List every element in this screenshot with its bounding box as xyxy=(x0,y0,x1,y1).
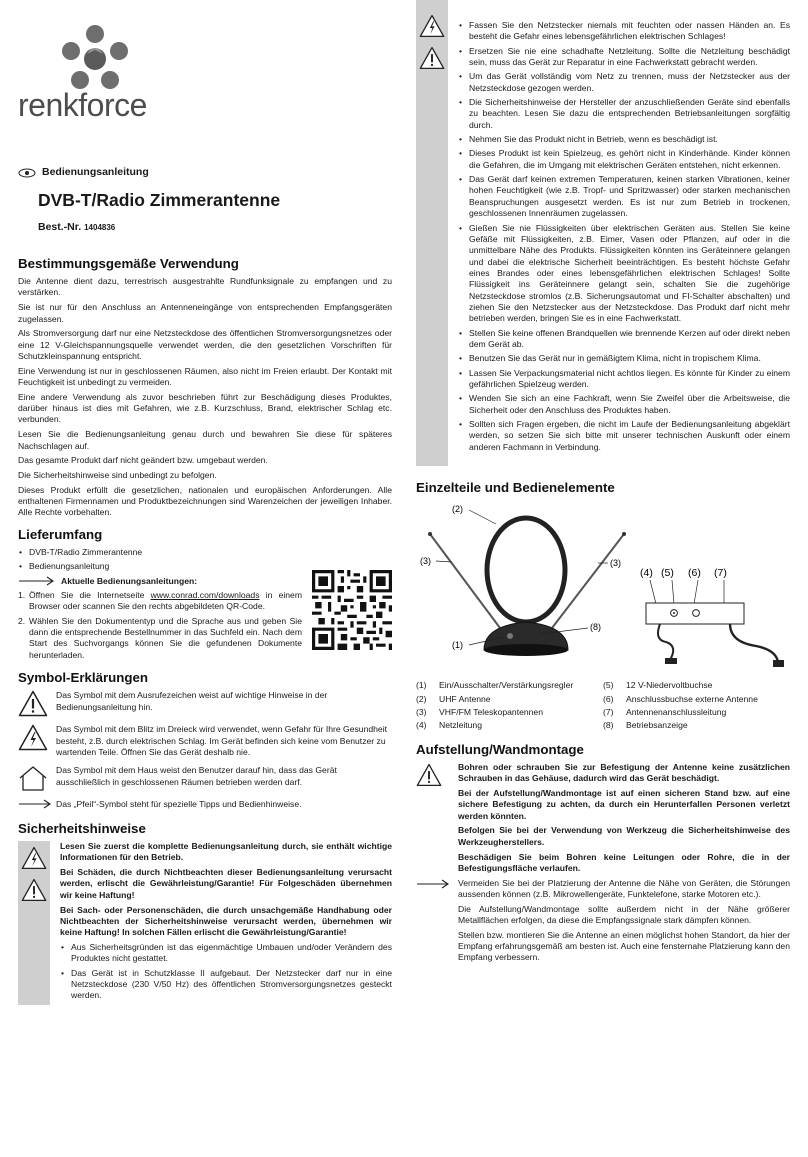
delivery-section xyxy=(18,527,392,664)
legend-label: Ein/Ausschalter/Verstärkungsregler xyxy=(439,680,574,691)
list-item: • Lassen Sie Verpackungsmaterial nicht achtlos liegen. Es könnte für Kinder zu einem gefährlichen Spielzeug werden. xyxy=(458,368,790,391)
callout-3-left: (3) xyxy=(420,556,431,567)
legend-label: Antennenanschlussleitung xyxy=(626,706,727,717)
lightning-triangle-icon xyxy=(419,14,445,38)
list-item: • Benutzen Sie das Gerät nur in gemäßigtem Klima, nicht in tropischem Klima. xyxy=(458,353,790,364)
paragraph: Vermeiden Sie bei der Platzierung der Antenne die Nähe von Geräten, die Störungen aussenden können (z.B. Mikrowellengeräte, Funktelefone, starke Motoren etc.). xyxy=(458,877,790,899)
legend-label: UHF Antenne xyxy=(439,693,491,704)
legend-label: VHF/FM Teleskopantennen xyxy=(439,706,543,717)
paragraph: Stellen bzw. montieren Sie die Antenne an einen möglichst hohen Standort, da hier der Empfang erfahrungsgemäß am besten ist. Auch eine fensternahe Platzierung kann den Empfang verbessern. xyxy=(458,929,790,963)
lightning-triangle-icon xyxy=(21,846,47,870)
paragraph: Sie ist nur für den Anschluss an Antenneneingänge von entsprechenden Empfangsgeräten zugelassen. xyxy=(18,302,392,324)
symbols-heading: Symbol-Erklärungen xyxy=(18,670,149,686)
callout-7: (7) xyxy=(714,567,727,580)
list-item: • Die Sicherheitshinweise der Hersteller der anzuschließenden Geräte sind ebenfalls zu beachten. Lesen Sie dazu die entsprechenden Betriebsanleitungen sorgfältig durch. xyxy=(458,97,790,131)
parts-legend: (1) Ein/Ausschalter/Verstärkungsregler (5) 12 V-Niedervoltbuchse (2) UHF Antenne (6) Anschlussbuchse externe Antenne (3) VHF/FM Teleskopantennen (7) Antennenanschlussleitung (4) Netzleitung (8) Betriebsanzeige xyxy=(416,680,758,731)
tip-heading: Aktuelle Bedienungsanleitungen: xyxy=(61,575,198,586)
list-item: • Bedienungsanleitung xyxy=(18,561,392,572)
paragraph: Die Antenne dient dazu, terrestrisch ausgestrahlte Rundfunksignale zu empfangen und zu verstärken. xyxy=(18,276,392,298)
paragraph: Bohren oder schrauben Sie zur Befestigung der Antenne keine zusätzlichen Schrauben in das Gehäuse, dadurch wird das Gerät beschädigt. xyxy=(458,761,790,784)
logo xyxy=(18,0,392,128)
arrow-icon xyxy=(18,799,52,809)
callout-1: (1) xyxy=(452,640,463,651)
legend-label: 12 V-Niedervoltbuchse xyxy=(626,680,713,691)
antenna-cable xyxy=(730,624,778,662)
legend-label: Betriebsanzeige xyxy=(626,720,688,731)
symbol-description: Das Symbol mit dem Blitz im Dreieck wird verwendet, wenn Gefahr für Ihre Gesundheit besteht, z.B. durch elektrischen Schlag. Im Gerät befinden sich keine vom Benutzer zu wartenden Teile. Öffnen Sie das Gerät deshalb nie. xyxy=(56,724,387,758)
callout-3-right: (3) xyxy=(610,558,621,569)
paragraph: Lesen Sie die Bedienungsanleitung genau durch und bewahren Sie diese für späteres Nachschlagen auf. xyxy=(18,429,392,451)
paragraph: Dieses Produkt erfüllt die gesetzlichen, nationalen und europäischen Anforderungen. Alle enthaltenen Firmennamen und Produktbezeichnungen sind Warenzeichen der jeweiligen Inhaber. Alle Rechte vorbehalten. xyxy=(18,484,392,518)
paragraph: Das gesamte Produkt darf nicht geändert bzw. umgebaut werden. xyxy=(18,455,268,466)
legend-label: Anschlussbuchse externe Antenne xyxy=(626,693,758,704)
parts-heading: Einzelteile und Bedienelemente xyxy=(416,480,615,495)
list-item: • Sollten sich Fragen ergeben, die nicht im Laufe der Bedienungsanleitung abgeklärt werden, so setzen Sie sich bitte mit unserer technischen Auskunft oder einem anderen Fachmann in Verbindung. xyxy=(458,419,790,453)
lightning-triangle-icon xyxy=(18,724,48,751)
doc-header xyxy=(18,166,392,235)
list-item: • Nehmen Sie das Produkt nicht in Betrieb, wenn es beschädigt ist. xyxy=(458,134,790,145)
warning-band xyxy=(416,0,448,466)
list-item: 1. Öffnen Sie die Internetseite www.conrad.com/downloads in einem Browser oder scannen Sie den rechts abgebildeten QR-Code. xyxy=(18,590,302,612)
symbols-section xyxy=(18,670,392,811)
callout-8: (8) xyxy=(590,622,601,633)
legend-label: Netzleitung xyxy=(439,720,482,731)
list-item: • Um das Gerät vollständig vom Netz zu trennen, muss der Netzstecker aus der Netzsteckdose gezogen werden. xyxy=(458,71,790,94)
eye-icon xyxy=(18,168,36,178)
symbol-description: Das Symbol mit dem Ausrufezeichen weist auf wichtige Hinweise in der Bedienungsanleitung hin. xyxy=(56,690,328,712)
power-cord xyxy=(658,624,673,660)
uhf-antenna-loop xyxy=(487,518,565,622)
list-item: 2. Wählen Sie den Dokumententyp und die Sprache aus und geben Sie dann die entsprechende Bestellnummer in das Suchfeld ein. Nach dem Start des Suchvorgangs können Sie die gefundenen Dokumente herunterladen. xyxy=(18,615,302,660)
safety-heading: Sicherheitshinweise xyxy=(18,820,146,836)
paragraph: Bei Sach- oder Personenschäden, die durch unsachgemäße Handhabung oder Nichtbeachten der Sicherheitshinweise verursacht werden, übernehmen wir keine Haftung! In solchen Fällen erlischt die Gewährleistung/Garantie! xyxy=(60,904,392,938)
symbol-description: Das Symbol mit dem Haus weist den Benutzer darauf hin, dass das Gerät ausschließlich in geschlossenen Räumen betrieben werden darf. xyxy=(56,765,337,787)
base-rear-panel xyxy=(646,603,744,624)
page-title: DVB-T/Radio Zimmerantenne xyxy=(38,189,281,210)
exclamation-triangle-icon xyxy=(21,878,47,902)
paragraph: Die Aufstellung/Wandmontage sollte außerdem nicht in der Nähe größerer Metallflächen erfolgen, da diese die Empfangssignale stark dämpfen können. xyxy=(458,903,790,926)
power-knob xyxy=(507,633,513,639)
safety-continued xyxy=(416,0,790,466)
paragraph: Eine andere Verwendung als zuvor beschrieben führt zur Beschädigung dieses Produktes, darüber hinaus ist dies mit Gefahren, wie z.B. Kurzschluss, Brand, elektrischer Schlag etc. verbunden. xyxy=(18,391,392,425)
callout-4: (4) xyxy=(640,567,653,580)
plug-icon xyxy=(665,658,677,664)
symbol-description: Das „Pfeil“-Symbol steht für spezielle Tipps und Bedienhinweise. xyxy=(56,799,302,810)
list-item: • Stellen Sie keine offenen Brandquellen wie brennende Kerzen auf oder direkt neben dem Gerät ab. xyxy=(458,328,790,351)
warning-band xyxy=(18,841,50,1005)
paragraph: Befolgen Sie bei der Verwendung von Werkzeug die Sicherheitshinweise des Werkzeugherstellers. xyxy=(458,825,790,847)
exclamation-triangle-icon xyxy=(416,763,442,787)
arrow-icon xyxy=(416,879,450,889)
list-item: • Das Gerät ist in Schutzklasse II aufgebaut. Der Netzstecker darf nur in eine Netzsteckdose (230 V/50 Hz) des öffentlichen Stromversorgungsnetzes gesteckt werden. xyxy=(60,968,392,1002)
renkforce-logo-icon xyxy=(52,24,138,92)
symbol-row xyxy=(18,690,392,717)
symbol-row xyxy=(18,799,392,810)
list-item: • Fassen Sie den Netzstecker niemals mit feuchten oder nassen Händen an. Es besteht die Gefahr eines lebensgefährlichen elektrischen Schlages! xyxy=(458,20,790,43)
antenna-diagram xyxy=(416,500,790,670)
callout-6: (6) xyxy=(688,567,701,580)
list-item: • Aus Sicherheitsgründen ist das eigenmächtige Umbauen und/oder Verändern des Produktes nicht gestattet. xyxy=(60,942,392,965)
list-item: • DVB-T/Radio Zimmerantenne xyxy=(18,547,392,558)
mounting-section xyxy=(416,742,790,968)
paragraph: Bei der Aufstellung/Wandmontage ist auf einen sicheren Stand bzw. auf eine sichere Befestigung zu achten, da durch ein Herunterfallen Personen verletzt werden könnten. xyxy=(458,788,790,821)
house-icon xyxy=(18,765,48,792)
downloads-link[interactable]: www.conrad.com/downloads xyxy=(150,590,260,601)
safety-section xyxy=(18,821,392,1005)
callout-5: (5) xyxy=(661,567,674,580)
mounting-heading: Aufstellung/Wandmontage xyxy=(416,741,584,757)
exclamation-triangle-icon xyxy=(419,46,445,70)
list-item: • Dieses Produkt ist kein Spielzeug, es gehört nicht in Kinderhände. Kinder können die Gefahren, die im Umgang mit elektrischen Geräten entstehen, nicht erkennen. xyxy=(458,148,790,171)
list-item: • Das Gerät darf keinen extremen Temperaturen, keinen starken Vibrationen, keiner hohen Feuchtigkeit (wie z.B. Tropf- und Spritzwasser) oder starken mechanischen Beanspruchungen ausgesetzt werden. Es ist nur zum Betrieb in trockenen, geschlossenen Innenräumen zugelassen. xyxy=(458,174,790,219)
qr-code-icon[interactable] xyxy=(312,570,392,650)
symbol-row xyxy=(18,724,392,758)
arrow-icon xyxy=(18,576,56,586)
callout-2: (2) xyxy=(452,504,463,515)
list-item: • Wenden Sie sich an eine Fachkraft, wenn Sie Zweifel über die Arbeitsweise, die Sicherheit oder den Anschluss des Produktes haben. xyxy=(458,393,790,416)
symbol-row xyxy=(18,765,392,792)
doc-type: Bedienungsanleitung xyxy=(42,166,149,178)
order-number: 1404836 xyxy=(84,222,116,232)
parts-section xyxy=(416,480,790,732)
delivery-heading: Lieferumfang xyxy=(18,526,103,542)
list-item: • Ersetzen Sie nie eine schadhafte Netzleitung. Sollte die Netzleitung beschädigt sein, muss das Gerät zur Reparatur in eine Fachwerkstatt gebracht werden. xyxy=(458,46,790,69)
intended-use-heading: Bestimmungsgemäße Verwendung xyxy=(18,255,239,271)
intended-use-section xyxy=(18,256,392,519)
paragraph: Die Sicherheitshinweise sind unbedingt zu befolgen. xyxy=(18,469,217,480)
brand-name: renkforce xyxy=(18,87,147,123)
paragraph: Beschädigen Sie beim Bohren keine Leitungen oder Rohre, die in der Befestigungsfläche verlaufen. xyxy=(458,851,790,873)
order-label: Best.-Nr. xyxy=(38,220,82,233)
exclamation-triangle-icon xyxy=(18,690,48,717)
paragraph: Als Stromversorgung darf nur eine Netzsteckdose des öffentlichen Stromversorgungsnetzes oder eine 12 V-Gleichspannungsquelle verwendet werden, die den gesetzlichen Vorschriften für Schutzkleinspannung entspricht. xyxy=(18,328,392,361)
list-item: • Gießen Sie nie Flüssigkeiten über elektrischen Geräten aus. Stellen Sie keine Gefäße mit Flüssigkeiten, z.B. Eimer, Vasen oder Pflanzen, auf oder in die unmittelbare Nähe des Produkts. Flüssigkeiten könnten ins Geräteinnere gelangen und dabei die elektrische Sicherheit beeinträchtigen. Es besteht höchste Gefahr eines Brandes oder eines lebensgefährlichen elektrischen Schlages! Sollte Flüssigkeit ins Geräteinnere gelangt sein, schalten Sie die zugehörige Netzsteckdose stromlos (z.B. Sicherungsautomat und FI-Schalter abschalten) und ziehen Sie den Netzstecker aus der Netzsteckdose. Das Produkt darf nicht mehr betrieben werden, bringen Sie es in eine Fachwerkstatt. xyxy=(458,223,790,325)
paragraph: Bei Schäden, die durch Nichtbeachten dieser Bedienungsanleitung verursacht werden, erlischt die Gewährleistung/Garantie! Für Folgeschäden übernehmen wir keine Haftung! xyxy=(60,867,392,900)
paragraph: Eine Verwendung ist nur in geschlossenen Räumen, also nicht im Freien erlaubt. Der Kontakt mit Feuchtigkeit ist unbedingt zu vermeiden. xyxy=(18,365,392,388)
paragraph: Lesen Sie zuerst die komplette Bedienungsanleitung durch, sie enthält wichtige Informationen für den Betrieb. xyxy=(60,841,392,863)
